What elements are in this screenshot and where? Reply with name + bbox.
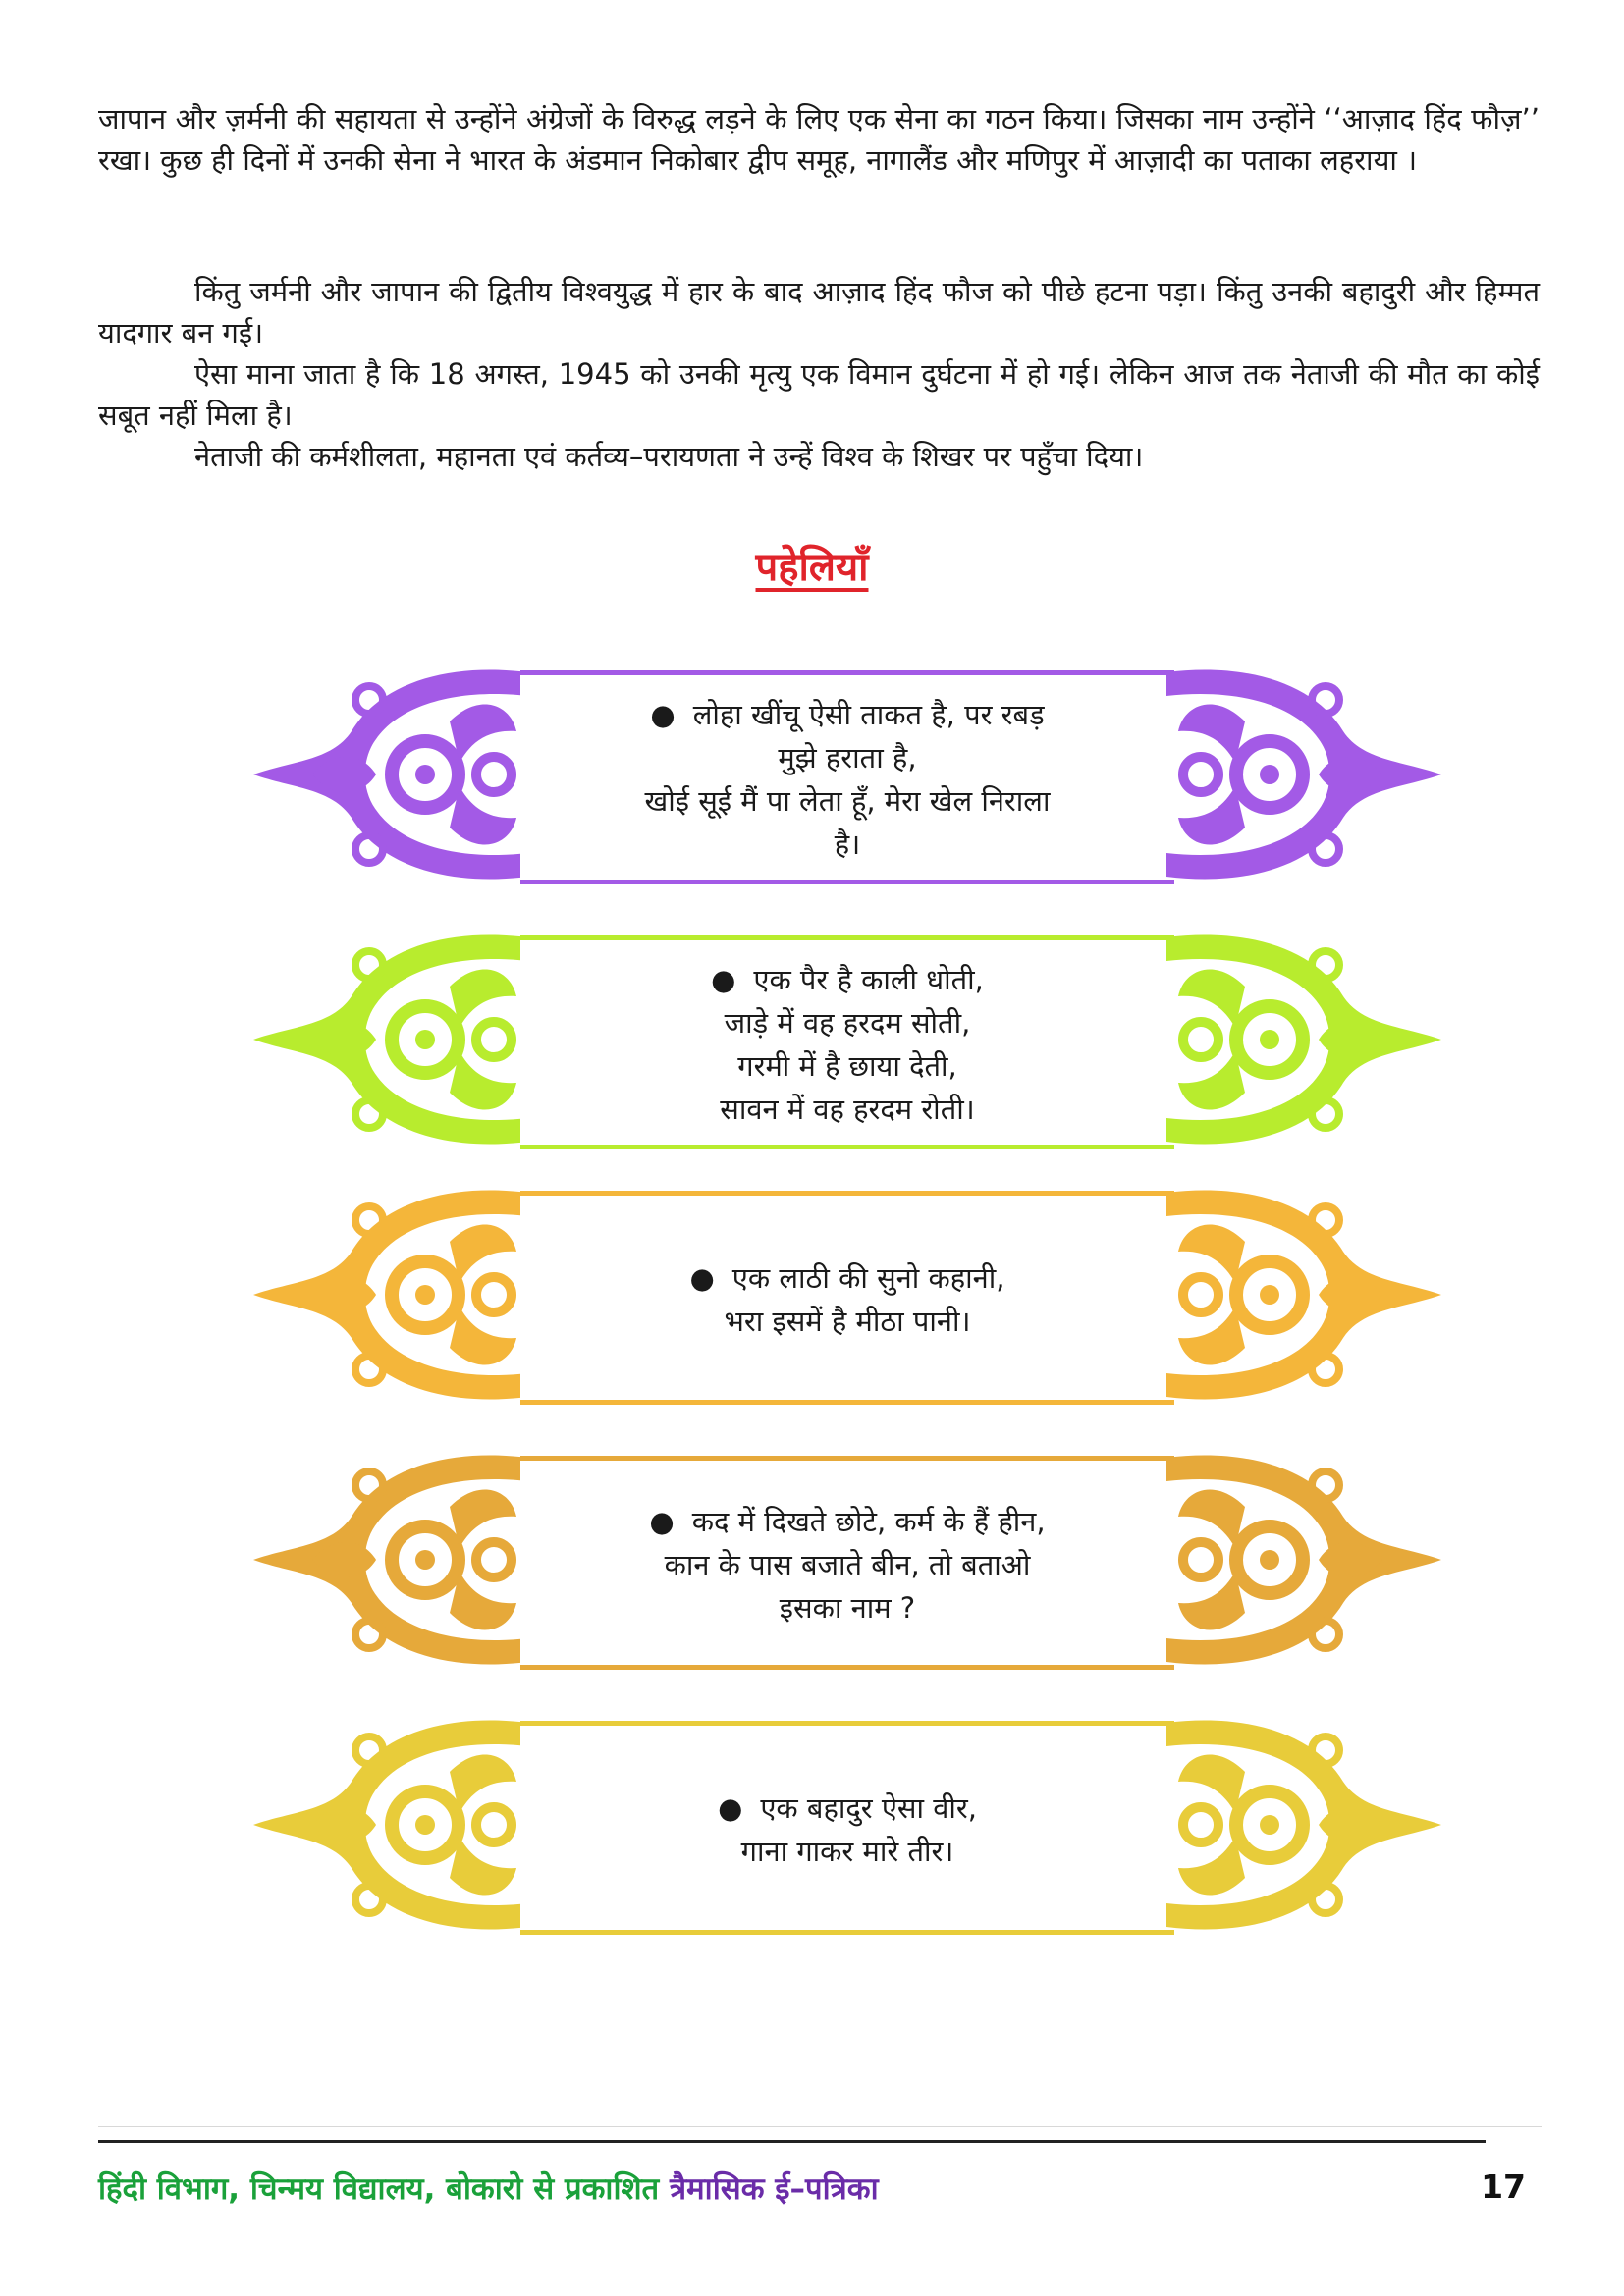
riddle-line-text: इसका नाम ?: [779, 1591, 916, 1625]
riddle-banner: [253, 1438, 1441, 1682]
riddle-line: [665, 1543, 1031, 1586]
riddle-line-text: गाना गाकर मारे तीर।: [740, 1835, 954, 1868]
riddle-banner: [253, 1703, 1441, 1947]
page-number: 17: [1481, 2167, 1526, 2206]
riddle-line-text: एक बहादुर ऐसा वीर,: [760, 1791, 977, 1825]
riddle-line: [835, 823, 860, 866]
riddle-line-text: मुझे हराता है,: [778, 741, 917, 774]
riddle-line: [649, 1500, 1045, 1543]
left-ornament: [253, 1438, 538, 1682]
footer-divider-light: [98, 2126, 1542, 2127]
footer-publisher: हिंदी विभाग, चिन्मय विद्यालय, बोकारो से प्रकाशित: [98, 2171, 660, 2207]
riddle-line-text: कद में दिखते छोटे, कर्म के हैं हीन,: [691, 1505, 1046, 1538]
riddle-text: [548, 1742, 1147, 1917]
bullet-icon: ●: [689, 1261, 715, 1295]
bullet-icon: ●: [718, 1791, 743, 1825]
left-ornament: [253, 918, 538, 1161]
bullet-icon: ●: [649, 1505, 675, 1538]
bullet-icon: ●: [711, 963, 736, 996]
puzzles-heading: पहेलियाँ: [755, 545, 869, 590]
riddle-line-text: एक लाठी की सुनो कहानी,: [731, 1261, 1005, 1295]
riddle-banner: [253, 1173, 1441, 1416]
riddle-line: [741, 1830, 954, 1873]
riddle-line-text: गरमी में है छाया देती,: [737, 1049, 957, 1083]
right-ornament: [1157, 1703, 1441, 1947]
riddle-line: [724, 1300, 970, 1343]
right-ornament: [1157, 918, 1441, 1161]
bullet-icon: ●: [650, 698, 676, 731]
defeat-paragraph: किंतु जर्मनी और जापान की द्वितीय विश्वयुद्ध में हार के बाद आज़ाद हिंद फौज को पीछे हटना पड़ा। किंतु उनकी बहादुरी और हिम्मत यादगार बन गई।: [98, 275, 1540, 349]
legacy-paragraph: नेताजी की कर्मशीलता, महानता एवं कर्तव्य–परायणता ने उन्हें विश्व के शिखर पर पहुँचा दिया।: [194, 440, 1144, 473]
riddle-line: [689, 1256, 1004, 1300]
riddle-line: [780, 1586, 915, 1629]
right-ornament: [1157, 653, 1441, 896]
riddle-line: [720, 1088, 974, 1131]
right-ornament: [1157, 1438, 1441, 1682]
left-ornament: [253, 1703, 538, 1947]
footer-divider: [98, 2140, 1486, 2143]
footer-magazine: त्रैमासिक ई–पत्रिका: [670, 2171, 879, 2207]
riddle-line-text: कान के पास बजाते बीन, तो बताओ: [664, 1548, 1031, 1581]
riddle-text: [548, 692, 1147, 867]
footer: [98, 2167, 1526, 2216]
riddle-line-text: जाड़े में वह हरदम सोती,: [724, 1006, 971, 1040]
left-ornament: [253, 1173, 538, 1416]
riddle-line-text: सावन में वह हरदम रोती।: [720, 1093, 975, 1126]
riddle-banner: [253, 918, 1441, 1161]
riddle-line: [711, 958, 984, 1001]
left-ornament: [253, 653, 538, 896]
riddle-line-text: भरा इसमें है मीठा पानी।: [724, 1305, 971, 1338]
death-paragraph: ऐसा माना जाता है कि 18 अगस्त, 1945 को उनकी मृत्यु एक विमान दुर्घटना में हो गई। लेकिन आज तक नेताजी की मौत का कोई सबूत नहीं मिला है।: [98, 357, 1540, 432]
riddle-line-text: एक पैर है काली धोती,: [753, 963, 984, 996]
riddle-line: [650, 693, 1044, 736]
riddle-line: [725, 1001, 971, 1044]
riddle-line: [718, 1787, 977, 1830]
riddle-line-text: खोई सूई मैं पा लेता हूँ, मेरा खेल निराला: [644, 784, 1051, 818]
riddle-line-text: लोहा खींचू ऐसी ताकत है, पर रबड़: [692, 698, 1045, 731]
riddle-text: [548, 1477, 1147, 1652]
riddle-banner: [253, 653, 1441, 896]
riddle-line: [737, 1044, 957, 1088]
right-ornament: [1157, 1173, 1441, 1416]
riddle-line: [778, 736, 916, 779]
riddle-text: [548, 1212, 1147, 1387]
intro-paragraph: जापान और ज़र्मनी की सहायता से उन्होंने अंग्रेजों के विरुद्ध लड़ने के लिए एक सेना का गठन किया। जिसका नाम उन्होंने ‘‘आज़ाद हिंद फौज़’’ रखा। कुछ ही दिनों में उनकी सेना ने भारत के अंडमान निकोबार द्वीप समूह, नागालैंड और मणिपुर में आज़ादी का पताका लहराया ।: [98, 102, 1540, 177]
riddle-text: [548, 957, 1147, 1132]
riddle-line: [645, 779, 1051, 823]
riddle-line-text: है।: [834, 828, 861, 861]
